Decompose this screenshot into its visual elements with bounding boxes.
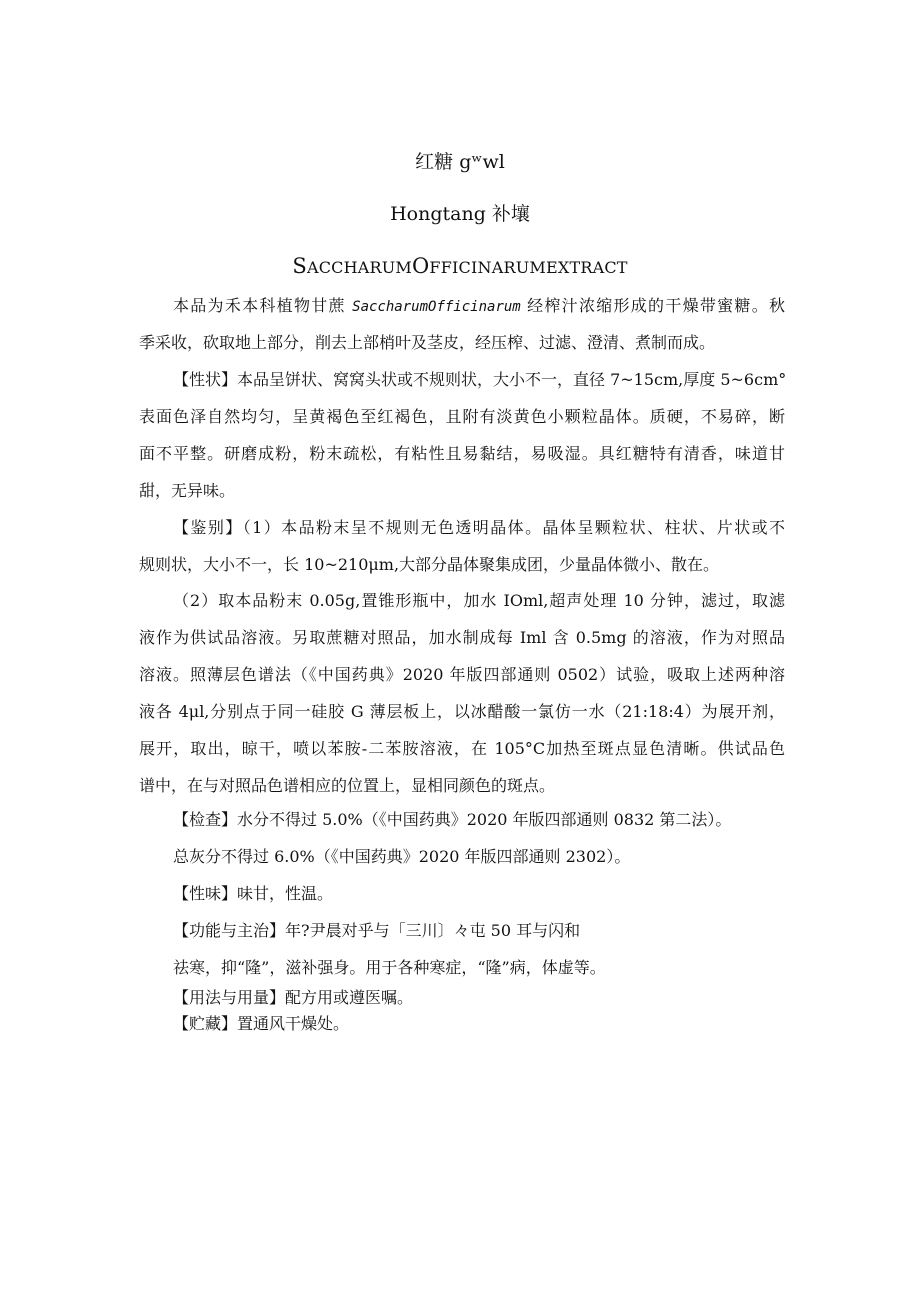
gongneng-line-1: 【功能与主治】年?尹晨对乎与「三川〕々屯 50 耳与闪和 <box>173 921 581 940</box>
intro-line-2: 季采收，砍取地上部分，削去上部梢叶及茎皮，经压榨、过滤、澄清、煮制而成。 <box>139 333 716 352</box>
section-xingzhuang <box>139 361 785 509</box>
section-zhucang <box>139 1011 785 1037</box>
intro-text-a: 本品为禾本科植物甘蔗 <box>173 296 346 315</box>
section-jianbie-1 <box>139 509 785 583</box>
intro-line-1 <box>139 287 785 324</box>
xingzhuang-line-4: 甜，无异味。 <box>139 481 236 500</box>
latin-name: SaccharumOfficinarum <box>352 299 521 315</box>
intro-text-b: 经榨汁浓缩形成的干燥带蜜糖。秋 <box>527 296 785 315</box>
section-jiancha <box>139 801 785 838</box>
section-gongneng <box>139 912 785 949</box>
title-chinese: 红糖 gʷwl <box>415 151 505 173</box>
jianbie2-line-3: 溶液。照薄层色谱法（《中国药典》2020 年版四部通则 0502）试验，吸取上述两种溶 <box>139 665 785 684</box>
jianbie2-line-1: （2）取本品粉末 0.05g,置锥形瓶中，加水 IOml,超声处理 10 分钟，滤过，取滤 <box>173 591 785 610</box>
jianbie2-line-2: 液作为供试品溶液。另取蔗糖对照品，加水制成每 Iml 含 0.5mg 的溶液，作为对照品 <box>139 628 785 647</box>
jianbie2-line-6: 谱中，在与对照品色谱相应的位置上，显相同颜色的斑点。 <box>139 776 556 795</box>
jiancha-line-1: 【检查】水分不得过 5.0%（《中国药典》2020 年版四部通则 0832 第二法）。 <box>173 810 732 829</box>
jianbie2-line-5: 展开，取出，晾干，喷以苯胺-二苯胺溶液，在 105°C加热至斑点显色清晰。供试品色 <box>139 739 785 758</box>
section-jianbie-2 <box>139 582 785 804</box>
section-gongneng-2 <box>139 949 785 986</box>
gongneng-line-2: 祛寒，抑“隆”，滋补强身。用于各种寒症，“隆”病，体虚等。 <box>173 958 606 977</box>
jianbie1-line-1: 【鉴别】（1）本品粉末呈不规则无色透明晶体。晶体呈颗粒状、柱状、片状或不 <box>173 518 785 537</box>
title-latin-smallcaps-2: FFICINARUMEXTRACT <box>429 258 628 277</box>
section-yongfa <box>139 985 785 1011</box>
xingzhuang-line-3: 面不平整。研磨成粉，粉末疏松，有粘性且易黏结，易吸湿。具红糖特有清香，味道甘 <box>139 444 785 463</box>
xingzhuang-line-2: 表面色泽自然均匀，呈黄褐色至红褐色，且附有淡黄色小颗粒晶体。质硬，不易碎，断 <box>139 407 785 426</box>
title-latin-smallcaps-1: ACCHARUM <box>306 258 412 277</box>
jianbie2-line-4: 液各 4μl,分别点于同一硅胶 G 薄层板上，以冰醋酸一氯仿一水（21:18:4）为展开剂， <box>139 702 785 721</box>
zhucang-line: 【贮藏】置通风干燥处。 <box>173 1014 350 1033</box>
title-latin <box>0 254 920 280</box>
section-jiancha-2 <box>139 838 785 875</box>
title-pinyin: Hongtang 补壤 <box>390 203 530 225</box>
jianbie1-line-2: 规则状，大小不一，长 10~210μm,大部分晶体聚集成团，少量晶体微小、散在。 <box>139 555 720 574</box>
xingzhuang-line-1: 【性状】本品呈饼状、窝窝头状或不规则状，大小不一，直径 7~15cm,厚度 5~6cm° <box>173 370 787 389</box>
yongfa-line: 【用法与用量】配方用或遵医嘱。 <box>173 988 414 1007</box>
title-latin-cap-o: O <box>412 254 430 278</box>
jiancha-line-2: 总灰分不得过 6.0%（《中国药典》2020 年版四部通则 2302）。 <box>173 847 631 866</box>
title-latin-cap-s: S <box>292 254 307 278</box>
xingwei-line: 【性味】味甘，性温。 <box>173 884 334 903</box>
section-xingwei <box>139 875 785 912</box>
intro-paragraph <box>139 287 785 361</box>
